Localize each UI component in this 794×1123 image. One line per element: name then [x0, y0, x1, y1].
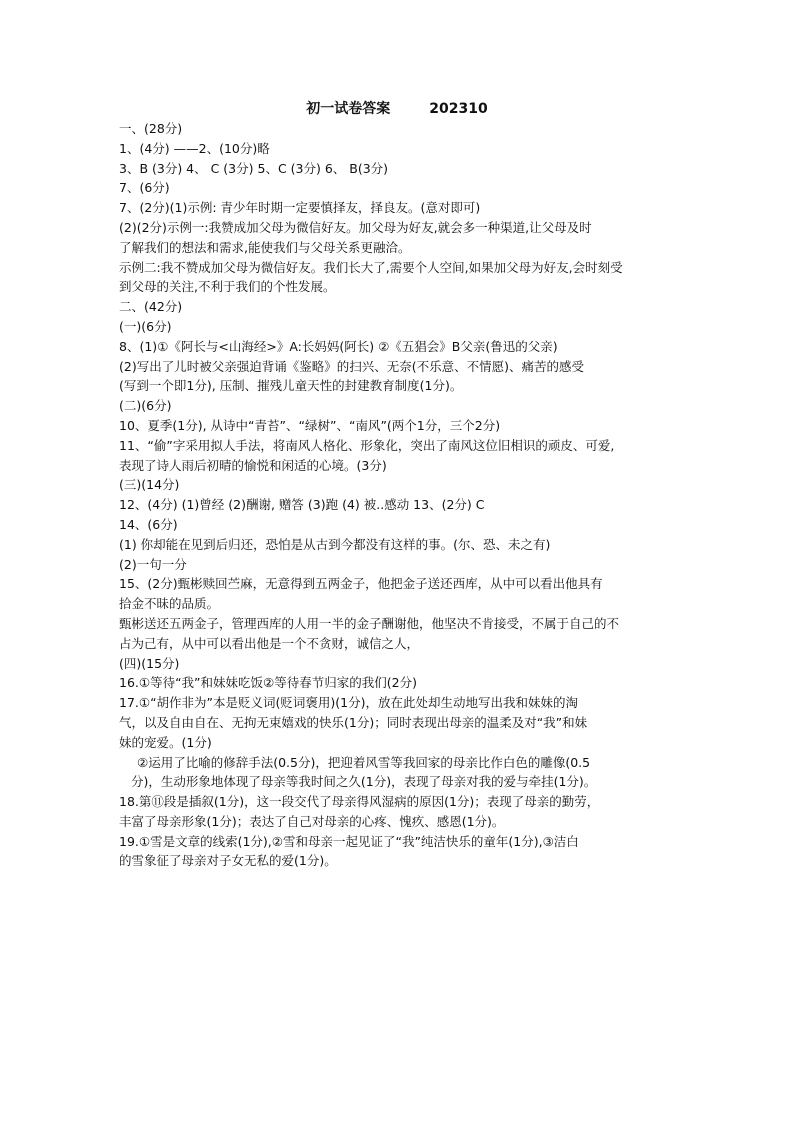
answer-line: 占为己有，从中可以看出他是一个不贪财，诚信之人，	[119, 635, 420, 651]
answer-line: 丰富了母亲形象(1分)；表达了自己对母亲的心疼、愧疚、感恩(1分)。	[119, 813, 505, 829]
answer-line: 3、B (3分) 4、 C (3分) 5、C (3分) 6、 B(3分)	[119, 160, 389, 176]
answer-line: (写到一个即1分), 压制、摧残儿童天性的封建教育制度(1分)。	[119, 378, 463, 394]
subsection-heading: (三)(14分)	[119, 477, 180, 493]
answer-line: (2)写出了儿时被父亲强迫背诵《鉴略》的扫兴、无奈(不乐意、不情愿)、痛苦的感受	[119, 358, 584, 374]
answer-line: 8、(1)①《阿长与<山海经>》A:长妈妈(阿长) ②《五猖会》B父亲(鲁迅的父亲)	[119, 338, 558, 354]
answer-line: (1) 你却能在见到后归还，恐怕是从古到今都没有这样的事。(尔、恐、未之有)	[119, 536, 551, 552]
answer-line: 分)，生动形象地体现了母亲等我时间之久(1分)，表现了母亲对我的爱与牵挂(1分)。	[131, 774, 597, 790]
answer-line: ②运用了比喻的修辞手法(0.5分)，把迎着风雪等我回家的母亲比作白色的雕像(0.5	[137, 754, 591, 770]
answer-line: 19.①雪是文章的线索(1分),②雪和母亲一起见证了“我”纯洁快乐的童年(1分),③洁白	[119, 833, 579, 849]
answer-line: (2)(2分)示例一:我赞成加父母为微信好友。加父母为好友,就会多一种渠道,让父母及时	[119, 219, 592, 235]
page-title: 初一试卷答案 202310	[306, 101, 488, 117]
answer-line: 拾金不昧的品质。	[119, 596, 220, 612]
answer-line: 1、(4分) ——2、(10分)略	[119, 140, 270, 156]
answer-line: 到父母的关注,不利于我们的个性发展。	[119, 279, 336, 295]
answer-line: 15、(2分)甄彬赎回苎麻，无意得到五两金子，他把金子送还西库，从中可以看出他具有	[119, 576, 603, 592]
subsection-heading: (四)(15分)	[119, 655, 180, 671]
answer-line: 7、(2分)(1)示例: 青少年时期一定要慎择友，择良友。(意对即可)	[119, 200, 481, 216]
answer-line: 甄彬送还五两金子，管理西库的人用一半的金子酬谢他，他坚决不肯接受，不属于自己的不	[119, 615, 620, 631]
answer-line: 示例二:我不赞成加父母为微信好友。我们长大了,需要个人空间,如果加父母为好友,会时刻受	[119, 259, 623, 275]
section-heading: 二、(42分)	[119, 299, 183, 315]
answer-line: 10、夏季(1分), 从诗中“青苔”、“绿树”、“南风”(两个1分，三个2分)	[119, 417, 501, 433]
subsection-heading: (二)(6分)	[119, 398, 172, 414]
subsection-heading: (一)(6分)	[119, 318, 172, 334]
answer-line: 16.①等待“我”和妹妹吃饭②等待春节归家的我们(2分)	[119, 675, 417, 691]
answer-line: (2)一句一分	[119, 556, 187, 572]
answer-line: 的雪象征了母亲对子女无私的爱(1分)。	[119, 853, 337, 869]
answer-line: 了解我们的想法和需求,能使我们与父母关系更融洽。	[119, 239, 411, 255]
answer-line: 11、“偷”字采用拟人手法，将南风人格化、形象化，突出了南风这位旧相识的顽皮、可爱,	[119, 437, 615, 453]
answer-line: 气，以及自由自在、无拘无束嬉戏的快乐(1分)；同时表现出母亲的温柔及对“我”和妹	[119, 714, 588, 730]
answer-line: 12、(4分) (1)曾经 (2)酬谢, 赠答 (3)跑 (4) 被..感动 13、(2分) C	[119, 497, 485, 513]
section-heading: 一、(28分)	[119, 121, 183, 136]
answer-line: 7、(6分)	[119, 180, 170, 196]
answer-line: 18.第⑪段是插叙(1分)，这一段交代了母亲得风湿病的原因(1分)；表现了母亲的勤劳，	[119, 794, 600, 810]
answer-content	[119, 119, 689, 871]
answer-line: 14、(6分)	[119, 516, 178, 532]
answer-line: 表现了诗人雨后初晴的愉悦和闲适的心境。(3分)	[119, 457, 387, 473]
answer-line: 17.①“胡作非为”本是贬义词(贬词褒用)(1分)，放在此处却生动地写出我和妹妹的淘	[119, 695, 578, 711]
answer-line: 妹的宠爱。(1分)	[119, 734, 212, 750]
